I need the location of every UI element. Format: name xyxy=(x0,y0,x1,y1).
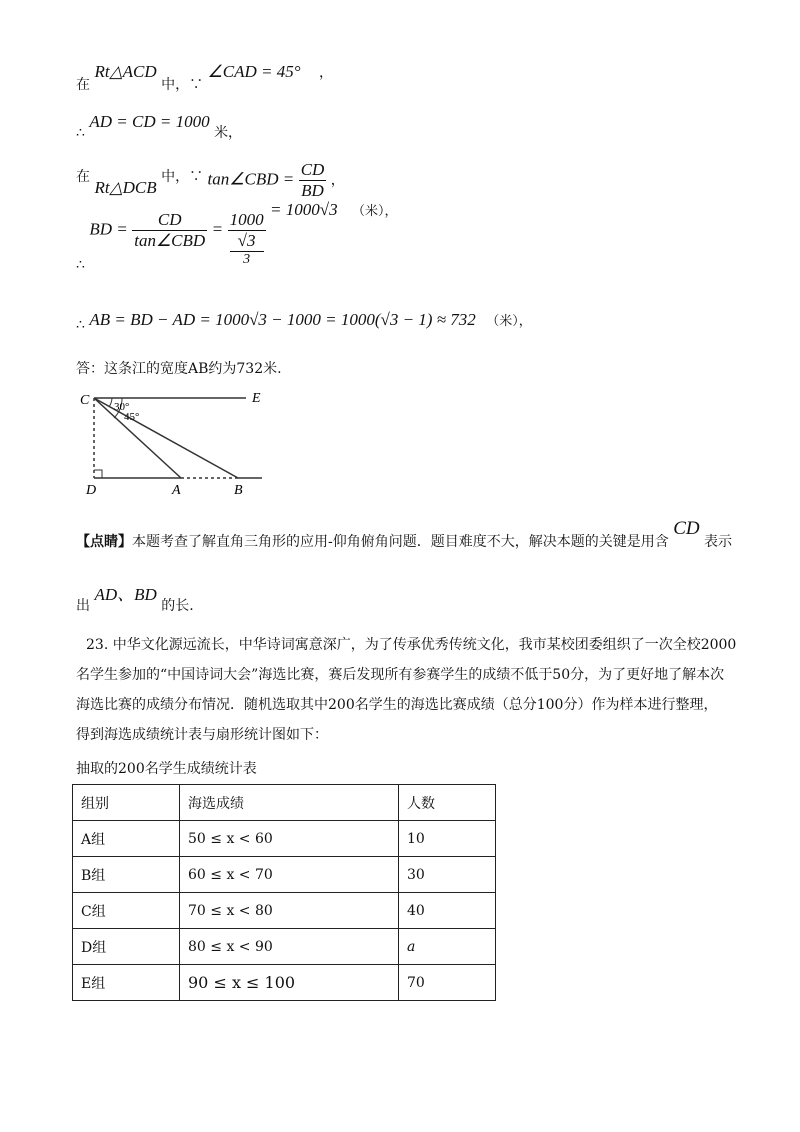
therefore: ∴ xyxy=(76,317,85,333)
cell-group: D组 xyxy=(73,929,180,965)
text: ， xyxy=(319,65,334,81)
sqrt3: √3 xyxy=(237,231,256,250)
math: Rt△DCB xyxy=(94,177,157,197)
label-D: D xyxy=(86,483,97,498)
cell-count: 40 xyxy=(399,893,496,929)
comment-text: 本题考查了解直角三角形的应用-仰角俯角问题．题目难度不大，解决本题的关键是用含 xyxy=(132,534,669,550)
math: = xyxy=(211,219,224,239)
fraction xyxy=(228,210,266,268)
therefore: ∴ xyxy=(76,256,85,273)
cell-count: 10 xyxy=(399,821,496,857)
table-caption: 抽取的200名学生成绩统计表 xyxy=(76,761,257,777)
numerator: CD xyxy=(300,160,325,179)
cell-range: 70 ≤ x < 80 xyxy=(180,893,399,929)
table-row xyxy=(73,857,496,893)
problem-line: 海选比赛的成绩分布情况．随机选取其中200名学生的海选比赛成绩（总分100分）作为样本进行整理， xyxy=(76,697,718,713)
table-row xyxy=(73,965,496,1001)
solution-line-4 xyxy=(76,199,398,273)
header-score: 海选成绩 xyxy=(180,785,399,821)
cell-group: E组 xyxy=(73,965,180,1001)
math-ad-bd: AD、BD xyxy=(94,585,157,604)
header-count: 人数 xyxy=(399,785,496,821)
table-row xyxy=(73,929,496,965)
solution-line-2 xyxy=(76,112,243,141)
math: Rt△ACD xyxy=(94,62,157,81)
line-CA xyxy=(94,398,181,478)
solution-line-1 xyxy=(76,62,334,93)
cell-group: B组 xyxy=(73,857,180,893)
angle-arc-30 xyxy=(109,398,112,407)
comment-bracket: 【点睛】 xyxy=(76,534,132,550)
cell-range: 90 ≤ x ≤ 100 xyxy=(180,965,399,1001)
cell-range: 80 ≤ x < 90 xyxy=(180,929,399,965)
problem-line: 23. 中华文化源远流长，中华诗词寓意深广，为了传承优秀传统文化，我市某校团委组织了一次全校2000 xyxy=(86,637,737,653)
score-table xyxy=(72,784,496,1001)
angle-label-45: 45° xyxy=(124,411,140,423)
therefore: ∴ xyxy=(76,125,85,141)
answer-text: 答：这条江的宽度AB约为732米. xyxy=(76,361,282,377)
math: ∠CAD = 45° xyxy=(207,62,301,81)
text: 米， xyxy=(214,125,243,141)
comment-line-2 xyxy=(76,580,194,614)
text: 中，∵ xyxy=(161,77,204,93)
text: 中，∵ xyxy=(161,168,204,185)
math: AB = BD − AD = 1000√3 − 1000 = 1000(√3 − 1) ≈ 732 xyxy=(89,310,476,329)
table-row xyxy=(73,893,496,929)
text: 出 xyxy=(76,598,90,614)
right-angle-mark xyxy=(94,470,102,478)
fraction xyxy=(132,210,207,251)
denominator xyxy=(228,230,266,268)
solution-line-3 xyxy=(76,160,345,201)
unit: （米）， xyxy=(352,203,398,219)
math: AD = CD = 1000 xyxy=(89,112,210,131)
denominator: BD xyxy=(299,180,327,201)
problem-line: 得到海选成绩统计表与扇形统计图如下： xyxy=(76,727,328,743)
text: 在 xyxy=(76,77,90,93)
comment-line-1 xyxy=(76,518,733,550)
three: 3 xyxy=(230,251,264,268)
text: ， xyxy=(330,172,345,189)
cell-count: a xyxy=(399,929,496,965)
cell-group: A组 xyxy=(73,821,180,857)
label-C: C xyxy=(80,393,90,408)
numerator: CD xyxy=(157,210,182,229)
numerator: 1000 xyxy=(229,210,264,229)
solution-line-5 xyxy=(76,310,532,333)
table-header-row xyxy=(73,785,496,821)
label-B: B xyxy=(234,483,243,498)
label-A: A xyxy=(172,483,181,498)
problem-line: 名学生参加的“中国诗词大会”海选比赛，赛后发现所有参赛学生的成绩不低于50分，为了更好地了解本次 xyxy=(76,667,725,683)
cell-range: 50 ≤ x < 60 xyxy=(180,821,399,857)
denominator: tan∠CBD xyxy=(134,231,206,250)
unit: （米）， xyxy=(486,314,532,329)
angle-label-30: 30° xyxy=(114,401,130,413)
header-group: 组别 xyxy=(73,785,180,821)
fraction xyxy=(299,160,327,201)
cell-count: 70 xyxy=(399,965,496,1001)
text: 的长. xyxy=(161,598,194,614)
math: BD = xyxy=(89,219,128,239)
geometry-figure xyxy=(76,380,286,500)
math: = 1000√3 xyxy=(270,199,338,219)
label-E: E xyxy=(252,391,261,406)
problem-23 xyxy=(76,630,776,750)
math-cd: CD xyxy=(673,518,700,539)
math: tan∠CBD = xyxy=(207,169,295,189)
table-row xyxy=(73,821,496,857)
text: 在 xyxy=(76,168,90,185)
cell-count: 30 xyxy=(399,857,496,893)
cell-group: C组 xyxy=(73,893,180,929)
comment-text-2: 表示 xyxy=(704,534,733,550)
cell-range: 60 ≤ x < 70 xyxy=(180,857,399,893)
